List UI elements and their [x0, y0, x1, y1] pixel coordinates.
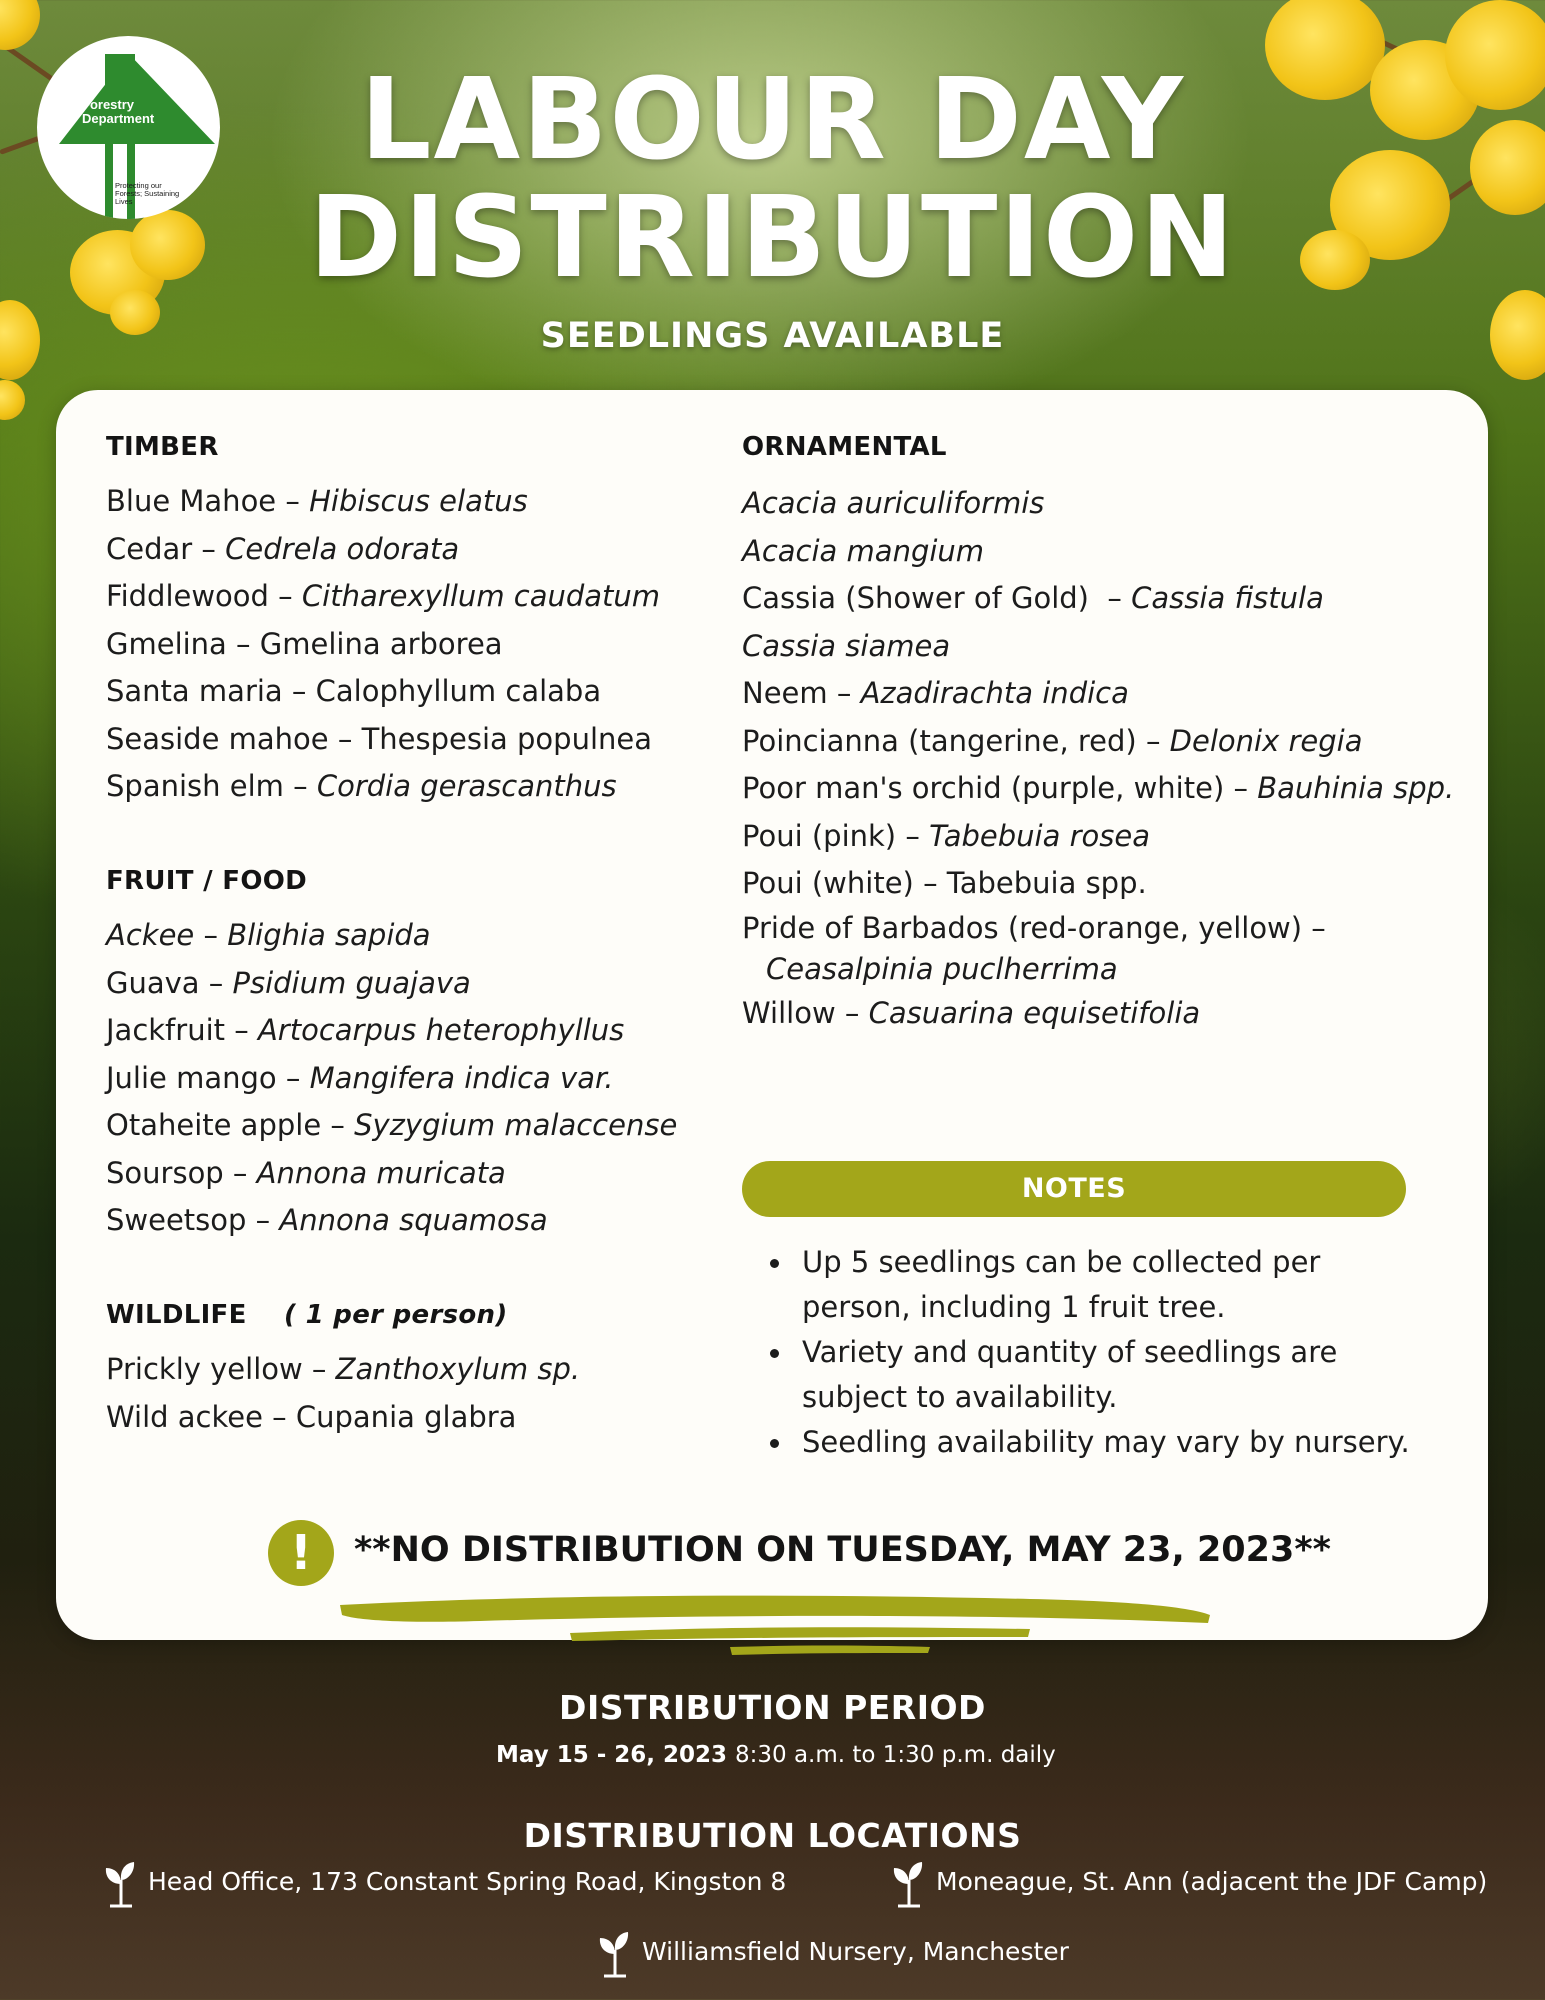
- common-name: Poui (white): [742, 866, 914, 900]
- common-name: Gmelina: [106, 626, 227, 661]
- common-name: Spanish elm: [106, 769, 284, 803]
- list-item: [742, 813, 1454, 861]
- list-item: [742, 860, 1454, 908]
- scientific-name: Mangifera indica var.: [309, 1060, 614, 1095]
- common-name: Poor man's orchid (purple, white): [742, 771, 1225, 805]
- list-item: [106, 763, 660, 811]
- scientific-name: Cordia gerascanthus: [316, 769, 617, 803]
- list-item: [742, 528, 1454, 576]
- notes-heading: NOTES: [742, 1161, 1406, 1217]
- scientific-name: Cupania glabra: [295, 1399, 517, 1434]
- separator: –: [282, 674, 316, 708]
- separator: –: [276, 484, 310, 518]
- scientific-name: Cassia siamea: [742, 628, 951, 663]
- separator: –: [246, 1203, 280, 1237]
- scientific-name: Calophyllum calaba: [315, 674, 602, 708]
- separator: –: [1089, 581, 1132, 615]
- separator: –: [226, 626, 260, 661]
- common-name: Otaheite apple: [106, 1108, 322, 1142]
- location-label: Williamsfield Nursery, Manchester: [642, 1937, 1069, 1966]
- separator: –: [262, 1399, 296, 1434]
- note-item: Variety and quantity of seedlings are subject to availability.: [770, 1330, 1410, 1420]
- list-item: [106, 526, 660, 574]
- scientific-name: Citharexyllum caudatum: [301, 579, 661, 613]
- fruit-list: [106, 912, 677, 1245]
- distribution-period-heading: DISTRIBUTION PERIOD: [559, 1688, 986, 1727]
- scientific-name: Cedrela odorata: [225, 531, 460, 566]
- list-item: [106, 1102, 677, 1150]
- scientific-name: Gmelina arborea: [259, 626, 503, 661]
- scientific-name: Delonix regia: [1169, 723, 1363, 758]
- wildlife-heading: [106, 1300, 508, 1330]
- seedling-icon: [102, 1858, 140, 1908]
- separator: –: [199, 965, 233, 1000]
- list-item: [106, 1197, 677, 1245]
- page-title-line2: DISTRIBUTION: [309, 173, 1236, 303]
- scientific-name: Annona squamosa: [279, 1203, 548, 1237]
- common-name: Guava: [106, 965, 200, 1000]
- common-name: Julie mango: [106, 1060, 277, 1095]
- separator: –: [276, 1060, 310, 1095]
- separator: –: [1302, 910, 1326, 945]
- seedling-icon: [596, 1928, 634, 1978]
- list-item: [106, 478, 660, 526]
- common-name: Willow: [742, 995, 836, 1030]
- separator: –: [913, 866, 947, 900]
- list-item: [742, 575, 1454, 623]
- separator: –: [896, 818, 930, 853]
- list-item: [106, 1346, 580, 1394]
- separator: –: [321, 1108, 355, 1142]
- common-name: Prickly yellow: [106, 1352, 303, 1386]
- wildlife-heading-label: WILDLIFE: [106, 1300, 247, 1330]
- list-item: [106, 668, 660, 716]
- location-label: Moneague, St. Ann (adjacent the JDF Camp): [936, 1867, 1488, 1896]
- page-title-line1: LABOUR DAY: [360, 55, 1185, 185]
- scientific-name: Zanthoxylum sp.: [335, 1352, 581, 1386]
- common-name: Ackee: [106, 918, 195, 952]
- logo-tagline: Protecting our Forests; Sustaining Lives: [115, 181, 180, 206]
- list-item: [742, 765, 1454, 813]
- distribution-hours: 8:30 a.m. to 1:30 p.m. daily: [735, 1742, 1056, 1768]
- separator: –: [192, 531, 226, 566]
- scientific-name: Tabebuia spp.: [946, 866, 1147, 900]
- list-item: [106, 960, 677, 1008]
- list-item: [106, 1007, 677, 1055]
- list-item: [742, 908, 1454, 990]
- common-name: Cedar: [106, 531, 193, 566]
- list-item: [106, 912, 677, 960]
- separator: –: [194, 918, 228, 952]
- scientific-name: Acacia mangium: [742, 533, 985, 568]
- location-head-office: [102, 1858, 786, 1908]
- separator: –: [1224, 771, 1258, 805]
- location-williamsfield: [596, 1928, 1069, 1978]
- scientific-name: Blighia sapida: [227, 918, 431, 952]
- list-item: [106, 1394, 580, 1442]
- common-name: Santa maria: [106, 674, 283, 708]
- common-name: Pride of Barbados (red-orange, yellow): [742, 910, 1303, 945]
- list-item: [106, 621, 660, 669]
- scientific-name: Syzygium malaccense: [354, 1108, 678, 1142]
- brush-stroke-underline: [330, 1585, 1230, 1665]
- separator: –: [223, 1155, 257, 1190]
- list-item: [742, 480, 1454, 528]
- list-item: [742, 670, 1454, 718]
- scientific-name: Tabebuia rosea: [929, 818, 1150, 853]
- page-subtitle: SEEDLINGS AVAILABLE: [540, 316, 1005, 356]
- list-item: [106, 1055, 677, 1103]
- wildlife-list: [106, 1346, 580, 1441]
- scientific-name: Bauhinia spp.: [1257, 771, 1455, 805]
- separator: –: [835, 995, 869, 1030]
- list-item: [106, 716, 660, 764]
- common-name: Fiddlewood: [106, 579, 269, 613]
- fruit-heading: FRUIT / FOOD: [106, 866, 308, 896]
- scientific-name: Hibiscus elatus: [309, 484, 528, 518]
- common-name: Blue Mahoe: [106, 484, 277, 518]
- common-name: Soursop: [106, 1155, 224, 1190]
- separator: –: [328, 721, 362, 756]
- scientific-name: Casuarina equisetifolia: [868, 995, 1201, 1030]
- list-item: [742, 623, 1454, 671]
- ornamental-heading: ORNAMENTAL: [742, 432, 947, 462]
- list-item: [106, 573, 660, 621]
- flower: [0, 0, 40, 50]
- location-label: Head Office, 173 Constant Spring Road, Kingston 8: [148, 1867, 787, 1896]
- separator: –: [268, 579, 302, 613]
- logo-name: Forestry Department: [82, 97, 155, 126]
- scientific-name: Artocarpus heterophyllus: [257, 1013, 625, 1047]
- location-moneague: [890, 1858, 1487, 1908]
- scientific-name: Psidium guajava: [232, 965, 471, 1000]
- separator: –: [1136, 723, 1170, 758]
- distribution-dates: May 15 - 26, 2023: [496, 1742, 728, 1768]
- common-name: Jackfruit: [106, 1013, 226, 1047]
- notes-list: [770, 1240, 1410, 1465]
- separator: –: [302, 1352, 336, 1386]
- scientific-name: Acacia auriculiformis: [742, 486, 1045, 520]
- ornamental-list: [742, 480, 1454, 1037]
- common-name: Sweetsop: [106, 1203, 247, 1237]
- common-name: Seaside mahoe: [106, 721, 329, 756]
- separator: –: [283, 769, 317, 803]
- separator: –: [225, 1013, 258, 1047]
- scientific-name: Azadirachta indica: [860, 676, 1129, 710]
- scientific-name: Annona muricata: [256, 1155, 506, 1190]
- timber-list: [106, 478, 660, 811]
- common-name: Cassia (Shower of Gold): [742, 581, 1089, 615]
- list-item: [742, 718, 1454, 766]
- list-item: [106, 1150, 677, 1198]
- common-name: Wild ackee: [106, 1399, 263, 1434]
- exclamation-icon: !: [268, 1520, 334, 1586]
- common-name: Poincianna (tangerine, red): [742, 723, 1137, 758]
- scientific-name: Thespesia populnea: [361, 721, 653, 756]
- wildlife-limit-note: ( 1 per person): [284, 1300, 508, 1330]
- no-distribution-warning: **NO DISTRIBUTION ON TUESDAY, MAY 23, 2023**: [354, 1530, 1331, 1570]
- note-item: Seedling availability may vary by nursery.: [770, 1420, 1410, 1465]
- distribution-locations-heading: DISTRIBUTION LOCATIONS: [523, 1816, 1022, 1855]
- scientific-name: Ceasalpinia puclherrima: [766, 951, 1118, 986]
- scientific-name: Cassia fistula: [1131, 581, 1324, 615]
- note-item: Up 5 seedlings can be collected per person, including 1 fruit tree.: [770, 1240, 1410, 1330]
- timber-heading: TIMBER: [106, 432, 219, 462]
- separator: –: [827, 676, 861, 710]
- common-name: Neem: [742, 676, 828, 710]
- common-name: Poui (pink): [742, 818, 897, 853]
- list-item: [742, 990, 1454, 1038]
- seedling-icon: [890, 1858, 928, 1908]
- flower: [0, 380, 25, 420]
